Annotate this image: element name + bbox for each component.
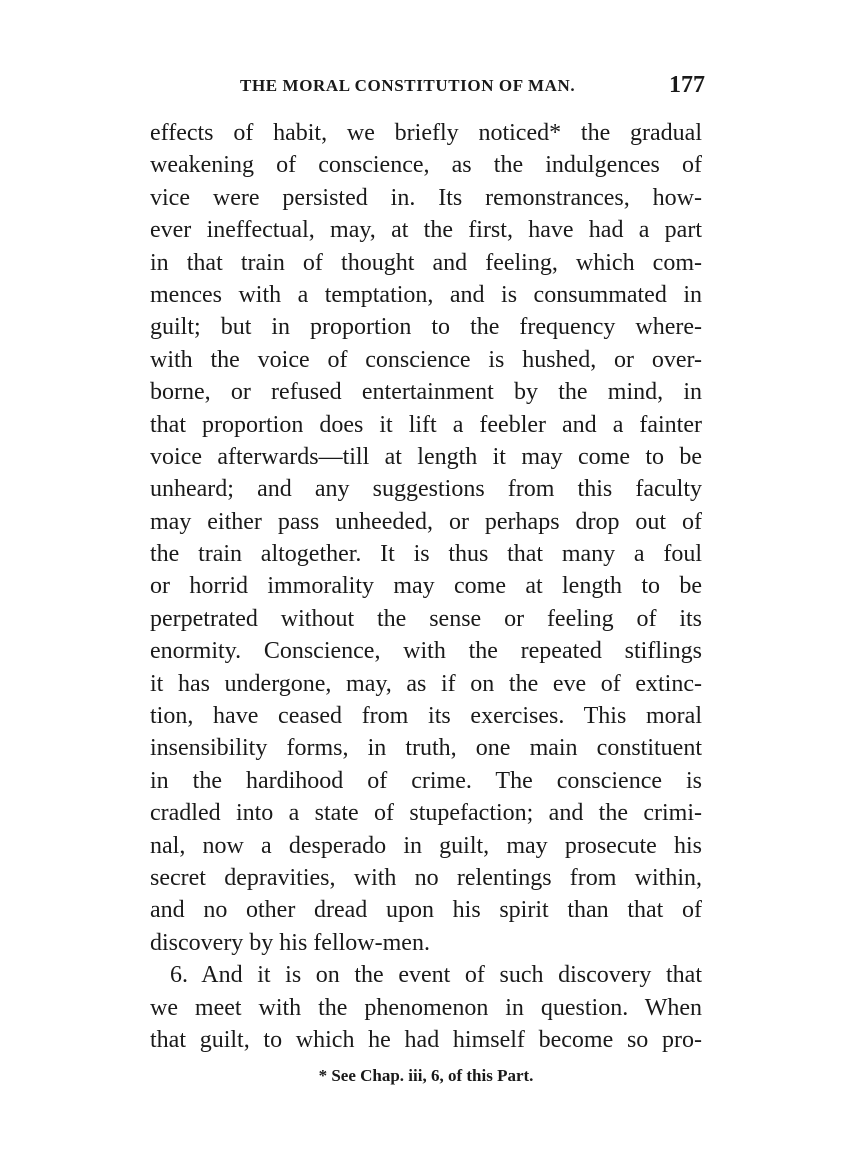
text-line: in that train of thought and feeling, which com- [150, 249, 702, 276]
text-line: nal, now a desperado in guilt, may prosecute his [150, 832, 702, 859]
text-line: it has undergone, may, as if on the eve of extinc- [150, 670, 702, 697]
page-number: 177 [669, 72, 705, 98]
text-line: that proportion does it lift a feebler and a fainter [150, 411, 702, 438]
text-line: may either pass unheeded, or perhaps drop out of [150, 508, 702, 535]
text-line: in the hardihood of crime. The conscience is [150, 767, 702, 794]
text-line: the train altogether. It is thus that many a foul [150, 541, 702, 568]
text-line: we meet with the phenomenon in question. When [150, 994, 702, 1021]
text-line: enormity. Conscience, with the repeated stiflings [150, 638, 702, 665]
running-title: THE MORAL CONSTITUTION OF MAN. [240, 76, 576, 95]
text-line: ever ineffectual, may, at the first, have had a part [150, 217, 702, 244]
text-line: effects of habit, we briefly noticed* the gradual [150, 120, 702, 146]
text-line: and no other dread upon his spirit than that of [150, 897, 702, 924]
text-line: perpetrated without the sense or feeling of its [150, 605, 702, 632]
text-line: mences with a temptation, and is consummated in [150, 281, 702, 308]
text-line: 6. And it is on the event of such discovery that [170, 962, 702, 989]
text-line: secret depravities, with no relentings from within, [150, 864, 702, 891]
text-line: tion, have ceased from its exercises. This moral [150, 703, 702, 730]
running-head [150, 66, 705, 106]
text-line: or horrid immorality may come at length to be [150, 573, 702, 600]
text-line: that guilt, to which he had himself become so pro- [150, 1026, 702, 1053]
text-line: discovery by his fellow-men. [150, 929, 430, 956]
text-line: borne, or refused entertainment by the mind, in [150, 379, 702, 406]
text-line: insensibility forms, in truth, one main constituent [150, 735, 702, 762]
text-line: cradled into a state of stupefaction; and the crimi- [150, 800, 702, 827]
text-line: unheard; and any suggestions from this faculty [150, 476, 702, 503]
text-line: guilt; but in proportion to the frequency where- [150, 314, 702, 341]
text-line: vice were persisted in. Its remonstrances, how- [150, 184, 702, 211]
text-line: voice afterwards—till at length it may come to be [150, 443, 702, 470]
body-text [150, 117, 702, 1056]
text-line: with the voice of conscience is hushed, or over- [150, 346, 702, 373]
text-line: weakening of conscience, as the indulgences of [150, 152, 702, 179]
footnote: * See Chap. iii, 6, of this Part. [318, 1066, 534, 1085]
